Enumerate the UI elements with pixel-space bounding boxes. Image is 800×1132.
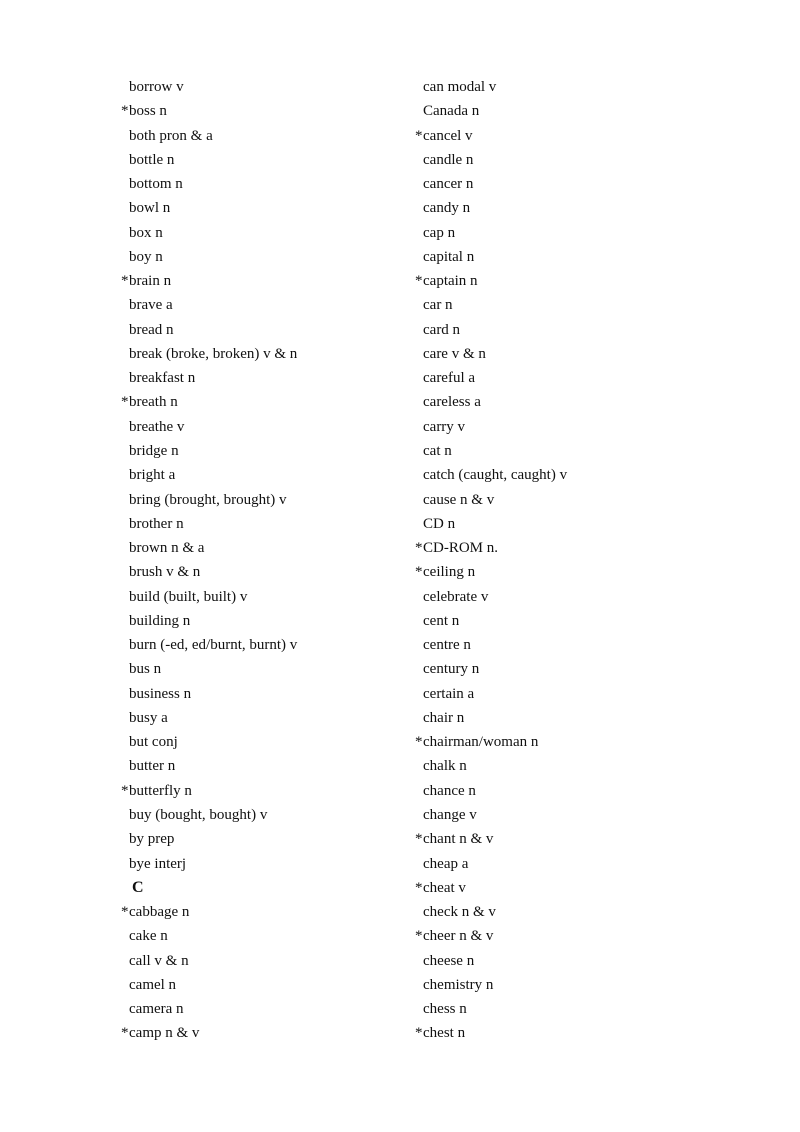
- entry-text: carry v: [423, 418, 466, 435]
- entry-marker: *: [121, 904, 129, 921]
- vocabulary-entry: [121, 634, 391, 658]
- vocabulary-entry: [121, 683, 391, 707]
- entry-text: boss n: [129, 103, 167, 120]
- vocabulary-entry: [415, 755, 745, 779]
- entry-text: burn (-ed, ed/burnt, burnt) v: [129, 637, 298, 654]
- left-column: [121, 76, 391, 1047]
- entry-text: brother n: [129, 515, 184, 532]
- vocabulary-entry: [121, 537, 391, 561]
- vocabulary-entry: [121, 222, 391, 246]
- vocabulary-entry: [121, 270, 391, 294]
- entry-text: butter n: [129, 758, 176, 775]
- entry-text: chance n: [423, 782, 476, 799]
- vocabulary-entry: [415, 634, 745, 658]
- entry-text: build (built, built) v: [129, 588, 248, 605]
- vocabulary-entry: [415, 270, 745, 294]
- vocabulary-entry: [121, 755, 391, 779]
- entry-text: building n: [129, 612, 191, 629]
- vocabulary-entry: [415, 246, 745, 270]
- entry-text: buy (bought, bought) v: [129, 806, 268, 823]
- section-heading: [121, 877, 391, 901]
- vocabulary-entry: [415, 343, 745, 367]
- vocabulary-entry: [415, 998, 745, 1022]
- entry-text: careful a: [423, 370, 476, 387]
- vocabulary-entry: [415, 610, 745, 634]
- vocabulary-entry: [415, 707, 745, 731]
- vocabulary-entry: [121, 100, 391, 124]
- vocabulary-entry: [415, 537, 745, 561]
- entry-marker: *: [415, 734, 423, 751]
- entry-marker: *: [415, 928, 423, 945]
- entry-text: bridge n: [129, 442, 179, 459]
- vocabulary-entry: [121, 853, 391, 877]
- entry-marker: *: [121, 103, 129, 120]
- vocabulary-entry: [415, 367, 745, 391]
- entry-text: boy n: [129, 248, 163, 265]
- vocabulary-entry: [121, 731, 391, 755]
- vocabulary-entry: [121, 974, 391, 998]
- vocabulary-entry: [415, 974, 745, 998]
- entry-text: cheer n & v: [423, 928, 494, 945]
- entry-marker: *: [415, 540, 423, 557]
- entry-text: cap n: [423, 224, 456, 241]
- entry-text: break (broke, broken) v & n: [129, 345, 298, 362]
- vocabulary-entry: [121, 513, 391, 537]
- entry-text: busy a: [129, 709, 168, 726]
- vocabulary-entry: [415, 561, 745, 585]
- vocabulary-entry: [121, 1022, 391, 1046]
- vocabulary-entry: [121, 149, 391, 173]
- entry-text: century n: [423, 661, 480, 678]
- entry-text: bring (brought, brought) v: [129, 491, 287, 508]
- entry-marker: *: [415, 831, 423, 848]
- entry-marker: *: [415, 273, 423, 290]
- entry-text: call v & n: [129, 952, 189, 969]
- vocabulary-entry: [415, 853, 745, 877]
- entry-text: car n: [423, 297, 453, 314]
- entry-text: bus n: [129, 661, 162, 678]
- entry-text: check n & v: [423, 904, 496, 921]
- entry-text: cancel v: [423, 127, 473, 144]
- entry-text: CD-ROM n.: [423, 540, 499, 557]
- vocabulary-entry: [415, 804, 745, 828]
- entry-text: bright a: [129, 467, 176, 484]
- vocabulary-entry: [121, 707, 391, 731]
- entry-text: brown n & a: [129, 540, 205, 557]
- vocabulary-entry: [121, 925, 391, 949]
- entry-text: card n: [423, 321, 461, 338]
- vocabulary-entry: [121, 343, 391, 367]
- entry-text: cake n: [129, 928, 168, 945]
- vocabulary-entry: [415, 901, 745, 925]
- entry-text: cabbage n: [129, 904, 190, 921]
- entry-text: brave a: [129, 297, 173, 314]
- vocabulary-entry: [415, 76, 745, 100]
- right-column: [415, 76, 745, 1047]
- entry-text: bottle n: [129, 151, 175, 168]
- entry-text: butterfly n: [129, 782, 192, 799]
- vocabulary-entry: [121, 464, 391, 488]
- vocabulary-entry: [121, 319, 391, 343]
- vocabulary-entry: [415, 731, 745, 755]
- entry-text: C: [132, 878, 144, 896]
- vocabulary-entry: [415, 149, 745, 173]
- vocabulary-entry: [121, 586, 391, 610]
- vocabulary-entry: [415, 440, 745, 464]
- entry-text: cheap a: [423, 855, 469, 872]
- entry-text: cheat v: [423, 879, 466, 896]
- vocabulary-entry: [121, 780, 391, 804]
- entry-marker: *: [121, 1025, 129, 1042]
- entry-text: both pron & a: [129, 127, 213, 144]
- vocabulary-entry: [415, 294, 745, 318]
- vocabulary-entry: [121, 294, 391, 318]
- entry-text: can modal v: [423, 79, 497, 95]
- entry-marker: *: [121, 394, 129, 411]
- vocabulary-entry: [415, 125, 745, 149]
- vocabulary-entry: [415, 489, 745, 513]
- entry-text: certain a: [423, 685, 475, 702]
- entry-marker: *: [415, 879, 423, 896]
- entry-text: cheese n: [423, 952, 475, 969]
- entry-text: care v & n: [423, 345, 486, 362]
- vocabulary-entry: [121, 950, 391, 974]
- entry-text: camp n & v: [129, 1025, 200, 1042]
- entry-text: ceiling n: [423, 564, 476, 581]
- vocabulary-entry: [415, 877, 745, 901]
- entry-text: brain n: [129, 273, 172, 290]
- entry-marker: *: [415, 564, 423, 581]
- entry-text: camera n: [129, 1001, 184, 1018]
- entry-text: bread n: [129, 321, 174, 338]
- entry-text: breathe v: [129, 418, 185, 435]
- vocabulary-entry: [415, 513, 745, 537]
- vocabulary-entry: [415, 391, 745, 415]
- vocabulary-entry: [415, 925, 745, 949]
- entry-text: candle n: [423, 151, 474, 168]
- entry-text: cause n & v: [423, 491, 495, 508]
- entry-text: cent n: [423, 612, 460, 629]
- entry-text: by prep: [129, 831, 175, 848]
- entry-marker: *: [415, 1025, 423, 1042]
- entry-text: Canada n: [423, 103, 480, 120]
- entry-text: but conj: [129, 734, 178, 751]
- vocabulary-entry: [121, 804, 391, 828]
- vocabulary-entry: [415, 658, 745, 682]
- entry-text: captain n: [423, 273, 478, 290]
- entry-text: brush v & n: [129, 564, 201, 581]
- vocabulary-entry: [415, 1022, 745, 1046]
- entry-text: candy n: [423, 200, 471, 217]
- vocabulary-entry: [415, 319, 745, 343]
- vocabulary-entry: [415, 100, 745, 124]
- vocabulary-entry: [415, 586, 745, 610]
- entry-text: box n: [129, 224, 163, 241]
- entry-text: business n: [129, 685, 192, 702]
- entry-text: cat n: [423, 442, 452, 459]
- vocabulary-entry: [121, 489, 391, 513]
- vocabulary-entry: [415, 197, 745, 221]
- entry-text: CD n: [423, 515, 456, 532]
- entry-text: cancer n: [423, 176, 474, 193]
- entry-text: chant n & v: [423, 831, 494, 848]
- vocabulary-entry: [121, 610, 391, 634]
- entry-text: centre n: [423, 637, 471, 654]
- vocabulary-entry: [415, 683, 745, 707]
- vocabulary-entry: [121, 125, 391, 149]
- entry-text: chalk n: [423, 758, 467, 775]
- entry-text: change v: [423, 806, 477, 823]
- vocabulary-entry: [415, 222, 745, 246]
- entry-text: borrow v: [129, 79, 184, 95]
- vocabulary-entry: [121, 998, 391, 1022]
- vocabulary-entry: [121, 416, 391, 440]
- vocabulary-entry: [121, 76, 391, 100]
- entry-text: camel n: [129, 976, 177, 993]
- vocabulary-entry: [121, 367, 391, 391]
- vocabulary-entry: [415, 416, 745, 440]
- entry-marker: *: [121, 273, 129, 290]
- vocabulary-entry: [121, 440, 391, 464]
- entry-text: bowl n: [129, 200, 171, 217]
- vocabulary-entry: [121, 561, 391, 585]
- entry-text: careless a: [423, 394, 481, 411]
- vocabulary-entry: [415, 828, 745, 852]
- vocabulary-entry: [121, 658, 391, 682]
- vocabulary-entry: [415, 173, 745, 197]
- vocabulary-entry: [121, 173, 391, 197]
- entry-text: breakfast n: [129, 370, 196, 387]
- entry-text: capital n: [423, 248, 475, 265]
- entry-text: bottom n: [129, 176, 183, 193]
- entry-text: chest n: [423, 1025, 466, 1042]
- vocabulary-entry: [415, 950, 745, 974]
- entry-text: breath n: [129, 394, 178, 411]
- vocabulary-entry: [415, 464, 745, 488]
- vocabulary-entry: [121, 391, 391, 415]
- vocabulary-entry: [121, 246, 391, 270]
- entry-text: chairman/woman n: [423, 734, 539, 751]
- entry-text: catch (caught, caught) v: [423, 467, 568, 484]
- vocabulary-entry: [121, 901, 391, 925]
- entry-marker: *: [121, 782, 129, 799]
- entry-text: celebrate v: [423, 588, 489, 605]
- vocabulary-entry: [121, 197, 391, 221]
- entry-text: bye interj: [129, 855, 187, 872]
- entry-text: chess n: [423, 1001, 467, 1018]
- entry-marker: *: [415, 127, 423, 144]
- vocabulary-entry: [121, 828, 391, 852]
- vocabulary-entry: [415, 780, 745, 804]
- entry-text: chemistry n: [423, 976, 494, 993]
- entry-text: chair n: [423, 709, 465, 726]
